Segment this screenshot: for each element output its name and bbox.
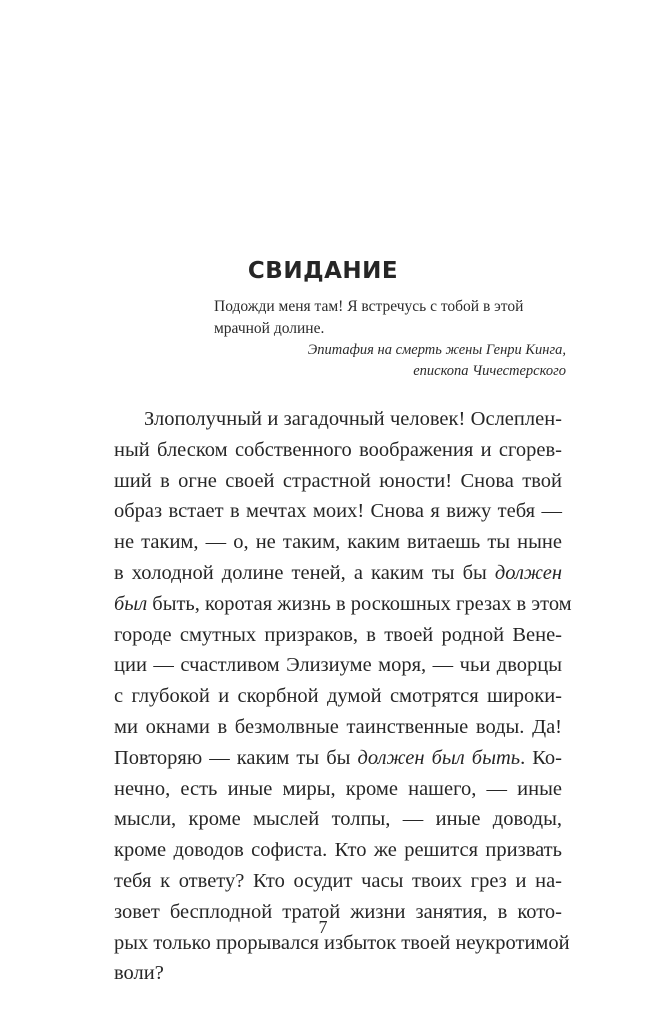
body-line: [114, 466, 562, 497]
italic-emphasis: должен был быть: [357, 746, 521, 769]
body-line: [114, 404, 562, 435]
body-line: [114, 620, 562, 651]
epigraph-line: мрачной долине.: [214, 320, 325, 337]
text-segment: не таким, — о, не таким, каким витаешь ты ныне: [114, 531, 562, 554]
epigraph: [214, 296, 566, 382]
body-line: [114, 774, 562, 805]
body-line: [114, 496, 562, 527]
body-line: [114, 958, 562, 989]
text-segment: с глубокой и скорбной думой смотрятся широки-: [114, 685, 562, 708]
text-segment: ми окнами в безмолвные таинственные воды. Да!: [114, 715, 562, 738]
body-line: [114, 743, 562, 774]
body-line: [114, 866, 562, 897]
text-segment: рых только прорывался избыток твоей неукротимой: [114, 931, 570, 954]
italic-emphasis: был: [114, 592, 148, 615]
body-line: [114, 804, 562, 835]
body-line: [114, 650, 562, 681]
text-segment: кроме доводов софиста. Кто же решится призвать: [114, 839, 562, 862]
body-line: [114, 589, 572, 620]
text-segment: ший в огне своей страстной юности! Снова твой: [114, 469, 562, 492]
body-line: [114, 681, 562, 712]
epigraph-line: Подожди меня там! Я встречусь с тобой в этой: [214, 298, 524, 315]
text-segment: мысли, кроме мыслей толпы, — иные доводы,: [114, 808, 562, 831]
epigraph-source-line: епископа Чичестерского: [413, 363, 566, 379]
italic-emphasis: должен: [494, 561, 562, 584]
body-line: [114, 435, 562, 466]
chapter-title: СВИДАНИЕ: [247, 258, 399, 284]
text-segment: быть, коротая жизнь в роскошных грезах в этом: [147, 592, 572, 615]
epigraph-source-line: Эпитафия на смерть жены Генри Кинга,: [307, 342, 566, 358]
page-number: 7: [318, 917, 328, 937]
body-line: [114, 835, 562, 866]
text-segment: Повторяю — каким ты бы: [114, 746, 358, 769]
text-segment: зовет бесплодной тратой жизни занятия, в кото-: [114, 900, 562, 923]
text-segment: тебя к ответу? Кто осудит часы твоих грез и на-: [114, 869, 562, 892]
text-segment: нечно, есть иные миры, кроме нашего, — иные: [114, 777, 562, 800]
text-segment: городе смутных призраков, в твоей родной Вене-: [114, 623, 562, 646]
body-line: [114, 712, 562, 743]
body-line: [114, 558, 562, 589]
body-line: [114, 527, 562, 558]
text-segment: Злополучный и загадочный человек! Ослеплен-: [144, 408, 562, 430]
text-segment: ции — счастливом Элизиуме моря, — чьи дворцы: [114, 654, 562, 677]
text-segment: образ встает в мечтах моих! Снова я вижу тебя —: [114, 500, 562, 523]
text-segment: воли?: [114, 962, 164, 985]
text-segment: ный блеском собственного воображения и сгорев-: [114, 438, 562, 461]
text-segment: . Ко-: [520, 746, 563, 769]
text-segment: в холодной долине теней, а каким ты бы: [114, 561, 495, 584]
body-text: [114, 404, 572, 989]
